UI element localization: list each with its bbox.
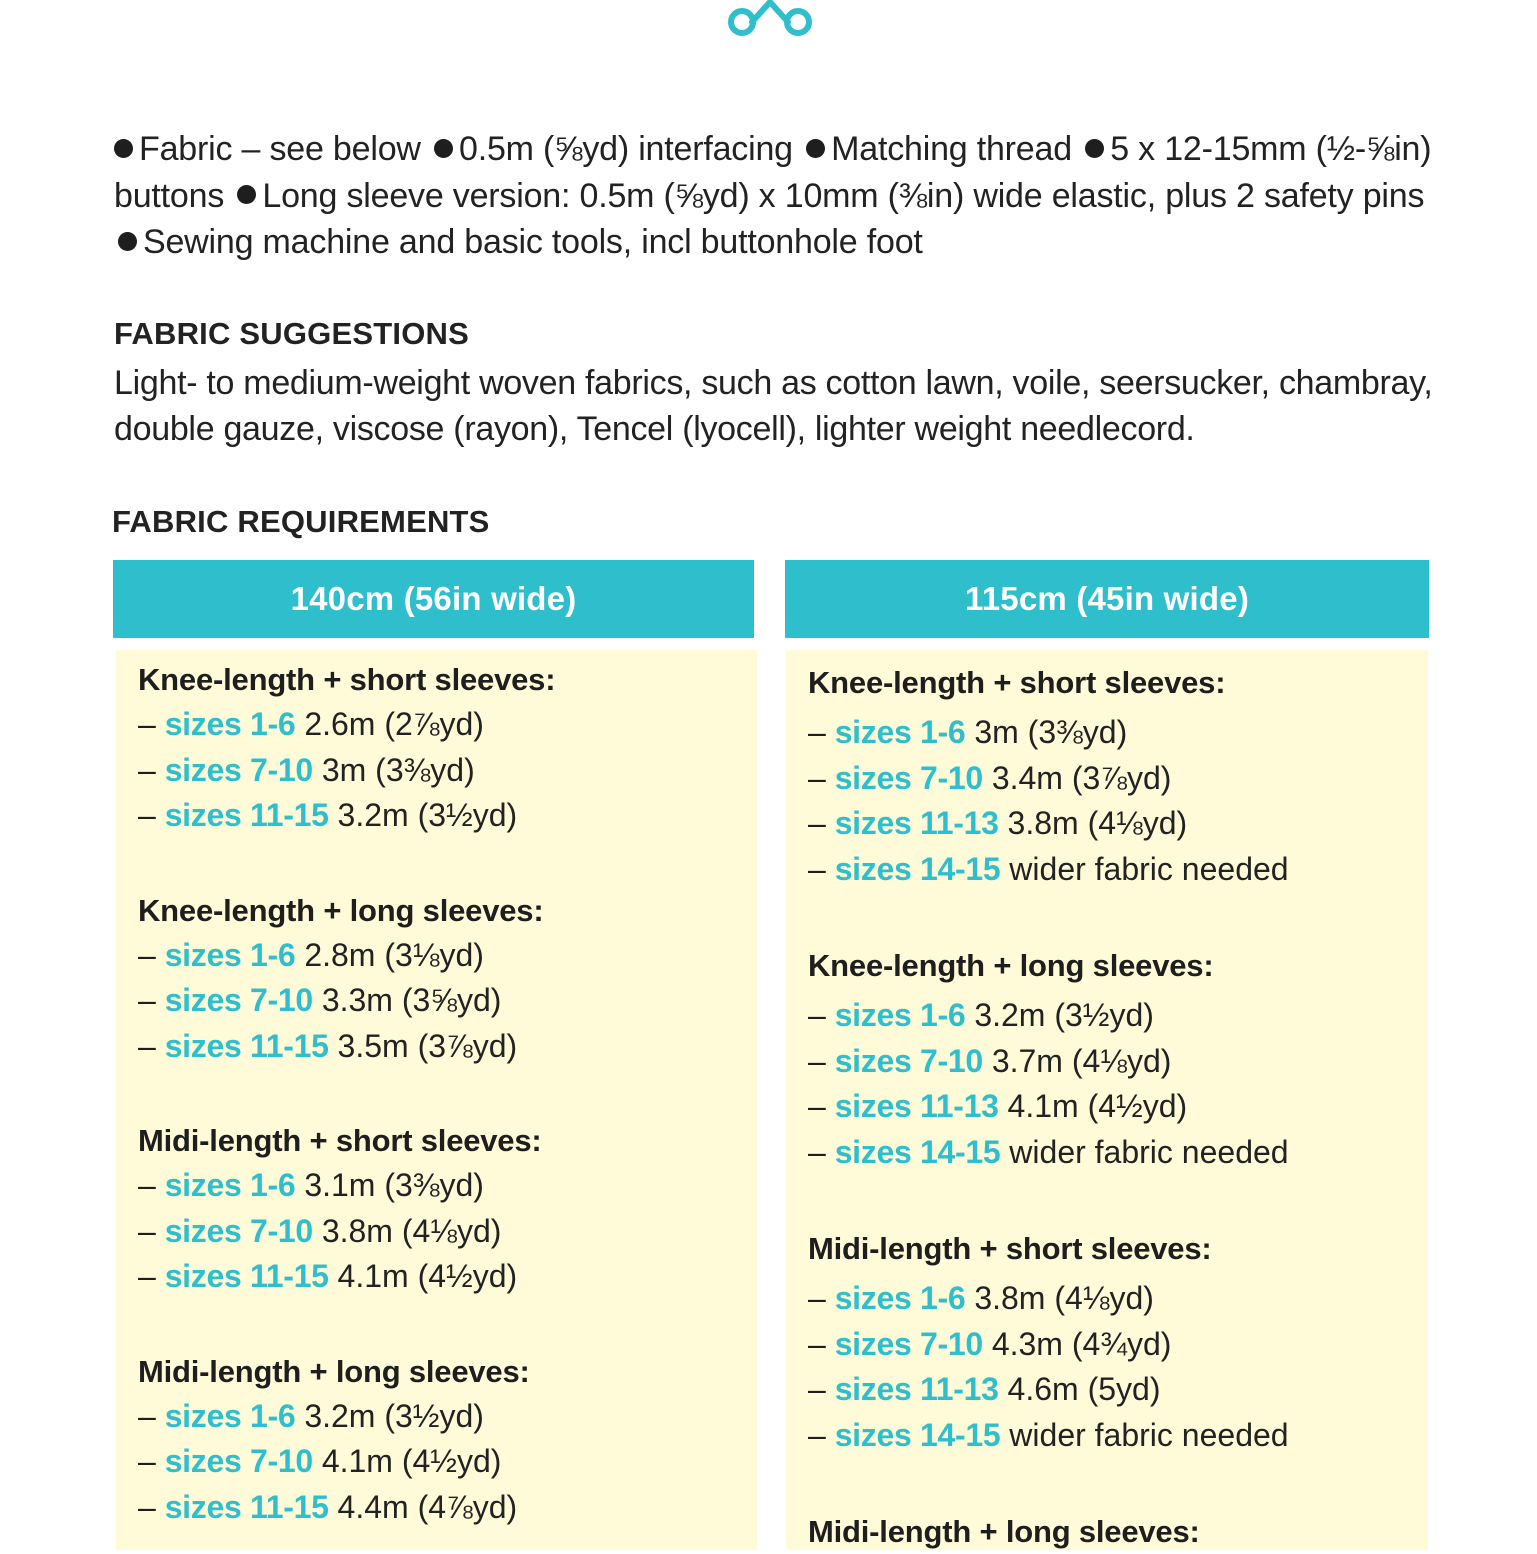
- requirement-group: [138, 658, 757, 839]
- size-range: sizes 11-13: [834, 1371, 999, 1407]
- fabric-amount: 3.2m (3½yd): [304, 1397, 484, 1434]
- bullet-icon: [237, 185, 256, 204]
- fabric-amount: 3.8m (4⅛yd): [321, 1212, 502, 1249]
- fabric-amount: wider fabric needed: [1009, 1416, 1289, 1453]
- fabric-amount: 3.2m (3½yd): [337, 797, 518, 833]
- size-range: sizes 1-6: [164, 1397, 296, 1434]
- material-item: 5 x 12-15mm (½-⅝in) buttons: [114, 130, 1432, 215]
- requirement-row: – sizes 7-10 3.3m (3⅝yd): [138, 982, 502, 1018]
- fabric-amount: 3.5m (3⅞yd): [337, 1027, 518, 1064]
- bullet-icon: [114, 139, 133, 158]
- size-range: sizes 7-10: [164, 751, 313, 788]
- size-range: sizes 7-10: [164, 982, 313, 1018]
- fabric-amount: 3.8m (4⅛yd): [1007, 805, 1188, 841]
- requirement-row: – sizes 11-15 4.4m (4⅞yd): [138, 1488, 518, 1525]
- fabric-amount: 3.3m (3⅝yd): [321, 982, 502, 1018]
- material-item: Matching thread: [831, 130, 1072, 168]
- requirement-row: – sizes 1-6 3.8m (4⅛yd): [808, 1280, 1154, 1316]
- requirement-row: – sizes 1-6 3m (3⅜yd): [808, 714, 1128, 750]
- group-title: Midi-length + long sleeves:: [138, 1353, 530, 1389]
- scissors-icon: [718, 0, 822, 40]
- fabric-amount: 4.6m (5yd): [1007, 1371, 1161, 1407]
- size-range: sizes 1-6: [834, 714, 966, 750]
- fabric-amount: 3.8m (4⅛yd): [974, 1280, 1154, 1316]
- bullet-icon: [1085, 139, 1104, 158]
- size-range: sizes 11-15: [164, 797, 329, 833]
- fabric-amount: 4.1m (4½yd): [337, 1258, 518, 1294]
- requirement-group: [808, 1227, 1428, 1458]
- size-range: sizes 7-10: [834, 1042, 983, 1079]
- bullet-icon: [434, 139, 453, 158]
- requirement-row: – sizes 11-13 4.6m (5yd): [808, 1371, 1161, 1407]
- requirement-group: [808, 661, 1428, 892]
- fabric-amount: 3.7m (4⅛yd): [991, 1042, 1172, 1079]
- size-range: sizes 14-15: [834, 1133, 1001, 1170]
- size-range: sizes 14-15: [834, 1416, 1001, 1453]
- group-title: Midi-length + short sleeves:: [808, 1231, 1212, 1266]
- requirements-panel-115cm: [786, 650, 1428, 1550]
- materials-list: [114, 126, 1444, 266]
- fabric-amount: wider fabric needed: [1009, 850, 1289, 887]
- fabric-amount: 3m (3⅜yd): [974, 714, 1128, 750]
- column-header-115cm: 115cm (45in wide): [785, 560, 1429, 638]
- material-item: Sewing machine and basic tools, incl buttonhole foot: [143, 223, 923, 261]
- requirement-row: – sizes 7-10 3.8m (4⅛yd): [138, 1212, 502, 1249]
- bullet-icon: [118, 232, 137, 251]
- fabric-requirements-heading: FABRIC REQUIREMENTS: [112, 504, 490, 539]
- size-range: sizes 7-10: [834, 1325, 983, 1362]
- requirement-row: – sizes 11-15 3.2m (3½yd): [138, 797, 518, 833]
- fabric-amount: 4.4m (4⅞yd): [337, 1488, 518, 1525]
- requirement-group: [138, 1119, 757, 1300]
- requirements-panel-140cm: [116, 650, 757, 1550]
- requirement-row: – sizes 7-10 4.3m (4¾yd): [808, 1325, 1172, 1362]
- requirement-row: – sizes 7-10 4.1m (4½yd): [138, 1443, 502, 1479]
- size-range: sizes 11-15: [164, 1488, 329, 1525]
- fabric-amount: 3.4m (3⅞yd): [991, 759, 1172, 796]
- fabric-amount: wider fabric needed: [1009, 1133, 1289, 1170]
- size-range: sizes 11-15: [164, 1027, 329, 1064]
- material-item: 0.5m (⅝yd) interfacing: [459, 130, 793, 168]
- size-range: sizes 1-6: [164, 706, 296, 742]
- fabric-amount: 3.1m (3⅜yd): [304, 1167, 484, 1203]
- size-range: sizes 11-13: [834, 1088, 999, 1124]
- requirement-group: [808, 944, 1428, 1175]
- fabric-amount: 3m (3⅜yd): [321, 751, 475, 788]
- requirement-row: – sizes 11-15 3.5m (3⅞yd): [138, 1027, 518, 1064]
- requirement-row: – sizes 1-6 3.2m (3½yd): [808, 997, 1154, 1033]
- fabric-amount: 4.1m (4½yd): [321, 1443, 502, 1479]
- requirement-row: – sizes 14-15 wider fabric needed: [808, 850, 1289, 887]
- size-range: sizes 1-6: [164, 936, 296, 973]
- requirement-row: – sizes 7-10 3m (3⅜yd): [138, 751, 475, 788]
- bullet-icon: [806, 139, 825, 158]
- requirement-row: – sizes 14-15 wider fabric needed: [808, 1416, 1289, 1453]
- size-range: sizes 1-6: [164, 1167, 296, 1203]
- size-range: sizes 1-6: [834, 997, 966, 1033]
- column-header-140cm: 140cm (56in wide): [113, 560, 754, 638]
- size-range: sizes 11-13: [834, 805, 999, 841]
- requirement-group: [808, 1510, 1428, 1554]
- group-title: Knee-length + short sleeves:: [808, 665, 1226, 700]
- group-title: Midi-length + short sleeves:: [138, 1123, 542, 1158]
- size-range: sizes 7-10: [834, 759, 983, 796]
- requirement-row: – sizes 1-6 3.1m (3⅜yd): [138, 1167, 484, 1203]
- size-range: sizes 7-10: [164, 1443, 313, 1479]
- requirement-group: [138, 889, 757, 1070]
- material-item: Fabric – see below: [139, 130, 421, 168]
- requirement-row: – sizes 1-6 2.8m (3⅛yd): [138, 936, 484, 973]
- requirement-group: [138, 1350, 757, 1531]
- fabric-amount: 2.6m (2⅞yd): [304, 706, 484, 742]
- requirement-row: – sizes 7-10 3.7m (4⅛yd): [808, 1042, 1172, 1079]
- group-title: Knee-length + long sleeves:: [808, 948, 1214, 983]
- requirement-row: – sizes 7-10 3.4m (3⅞yd): [808, 759, 1172, 796]
- size-range: sizes 1-6: [834, 1280, 966, 1316]
- fabric-amount: 4.1m (4½yd): [1007, 1088, 1188, 1124]
- requirement-row: – sizes 14-15 wider fabric needed: [808, 1133, 1289, 1170]
- size-range: sizes 11-15: [164, 1258, 329, 1294]
- material-item: Long sleeve version: 0.5m (⅝yd) x 10mm (⅜in) wide elastic, plus 2 safety pins: [262, 176, 1425, 215]
- size-range: sizes 14-15: [834, 850, 1001, 887]
- group-title: Midi-length + long sleeves:: [808, 1514, 1200, 1549]
- fabric-amount: 4.3m (4¾yd): [991, 1325, 1172, 1362]
- size-range: sizes 7-10: [164, 1212, 313, 1249]
- group-title: Knee-length + long sleeves:: [138, 892, 544, 928]
- requirement-row: – sizes 11-15 4.1m (4½yd): [138, 1258, 518, 1294]
- fabric-amount: 2.8m (3⅛yd): [304, 936, 484, 973]
- fabric-suggestions-text: Light- to medium-weight woven fabrics, such as cotton lawn, voile, seersucker, chambray, double gauze, viscose (rayon), Tencel (lyocell), lighter weight needlecord.: [114, 364, 1433, 448]
- requirement-row: – sizes 1-6 3.2m (3½yd): [138, 1397, 484, 1434]
- fabric-amount: 3.2m (3½yd): [974, 997, 1154, 1033]
- requirement-row: – sizes 11-13 3.8m (4⅛yd): [808, 805, 1188, 841]
- group-title: Knee-length + short sleeves:: [138, 662, 556, 697]
- requirement-row: – sizes 11-13 4.1m (4½yd): [808, 1088, 1188, 1124]
- requirement-row: – sizes 1-6 2.6m (2⅞yd): [138, 706, 484, 742]
- fabric-suggestions-heading: FABRIC SUGGESTIONS: [114, 316, 469, 351]
